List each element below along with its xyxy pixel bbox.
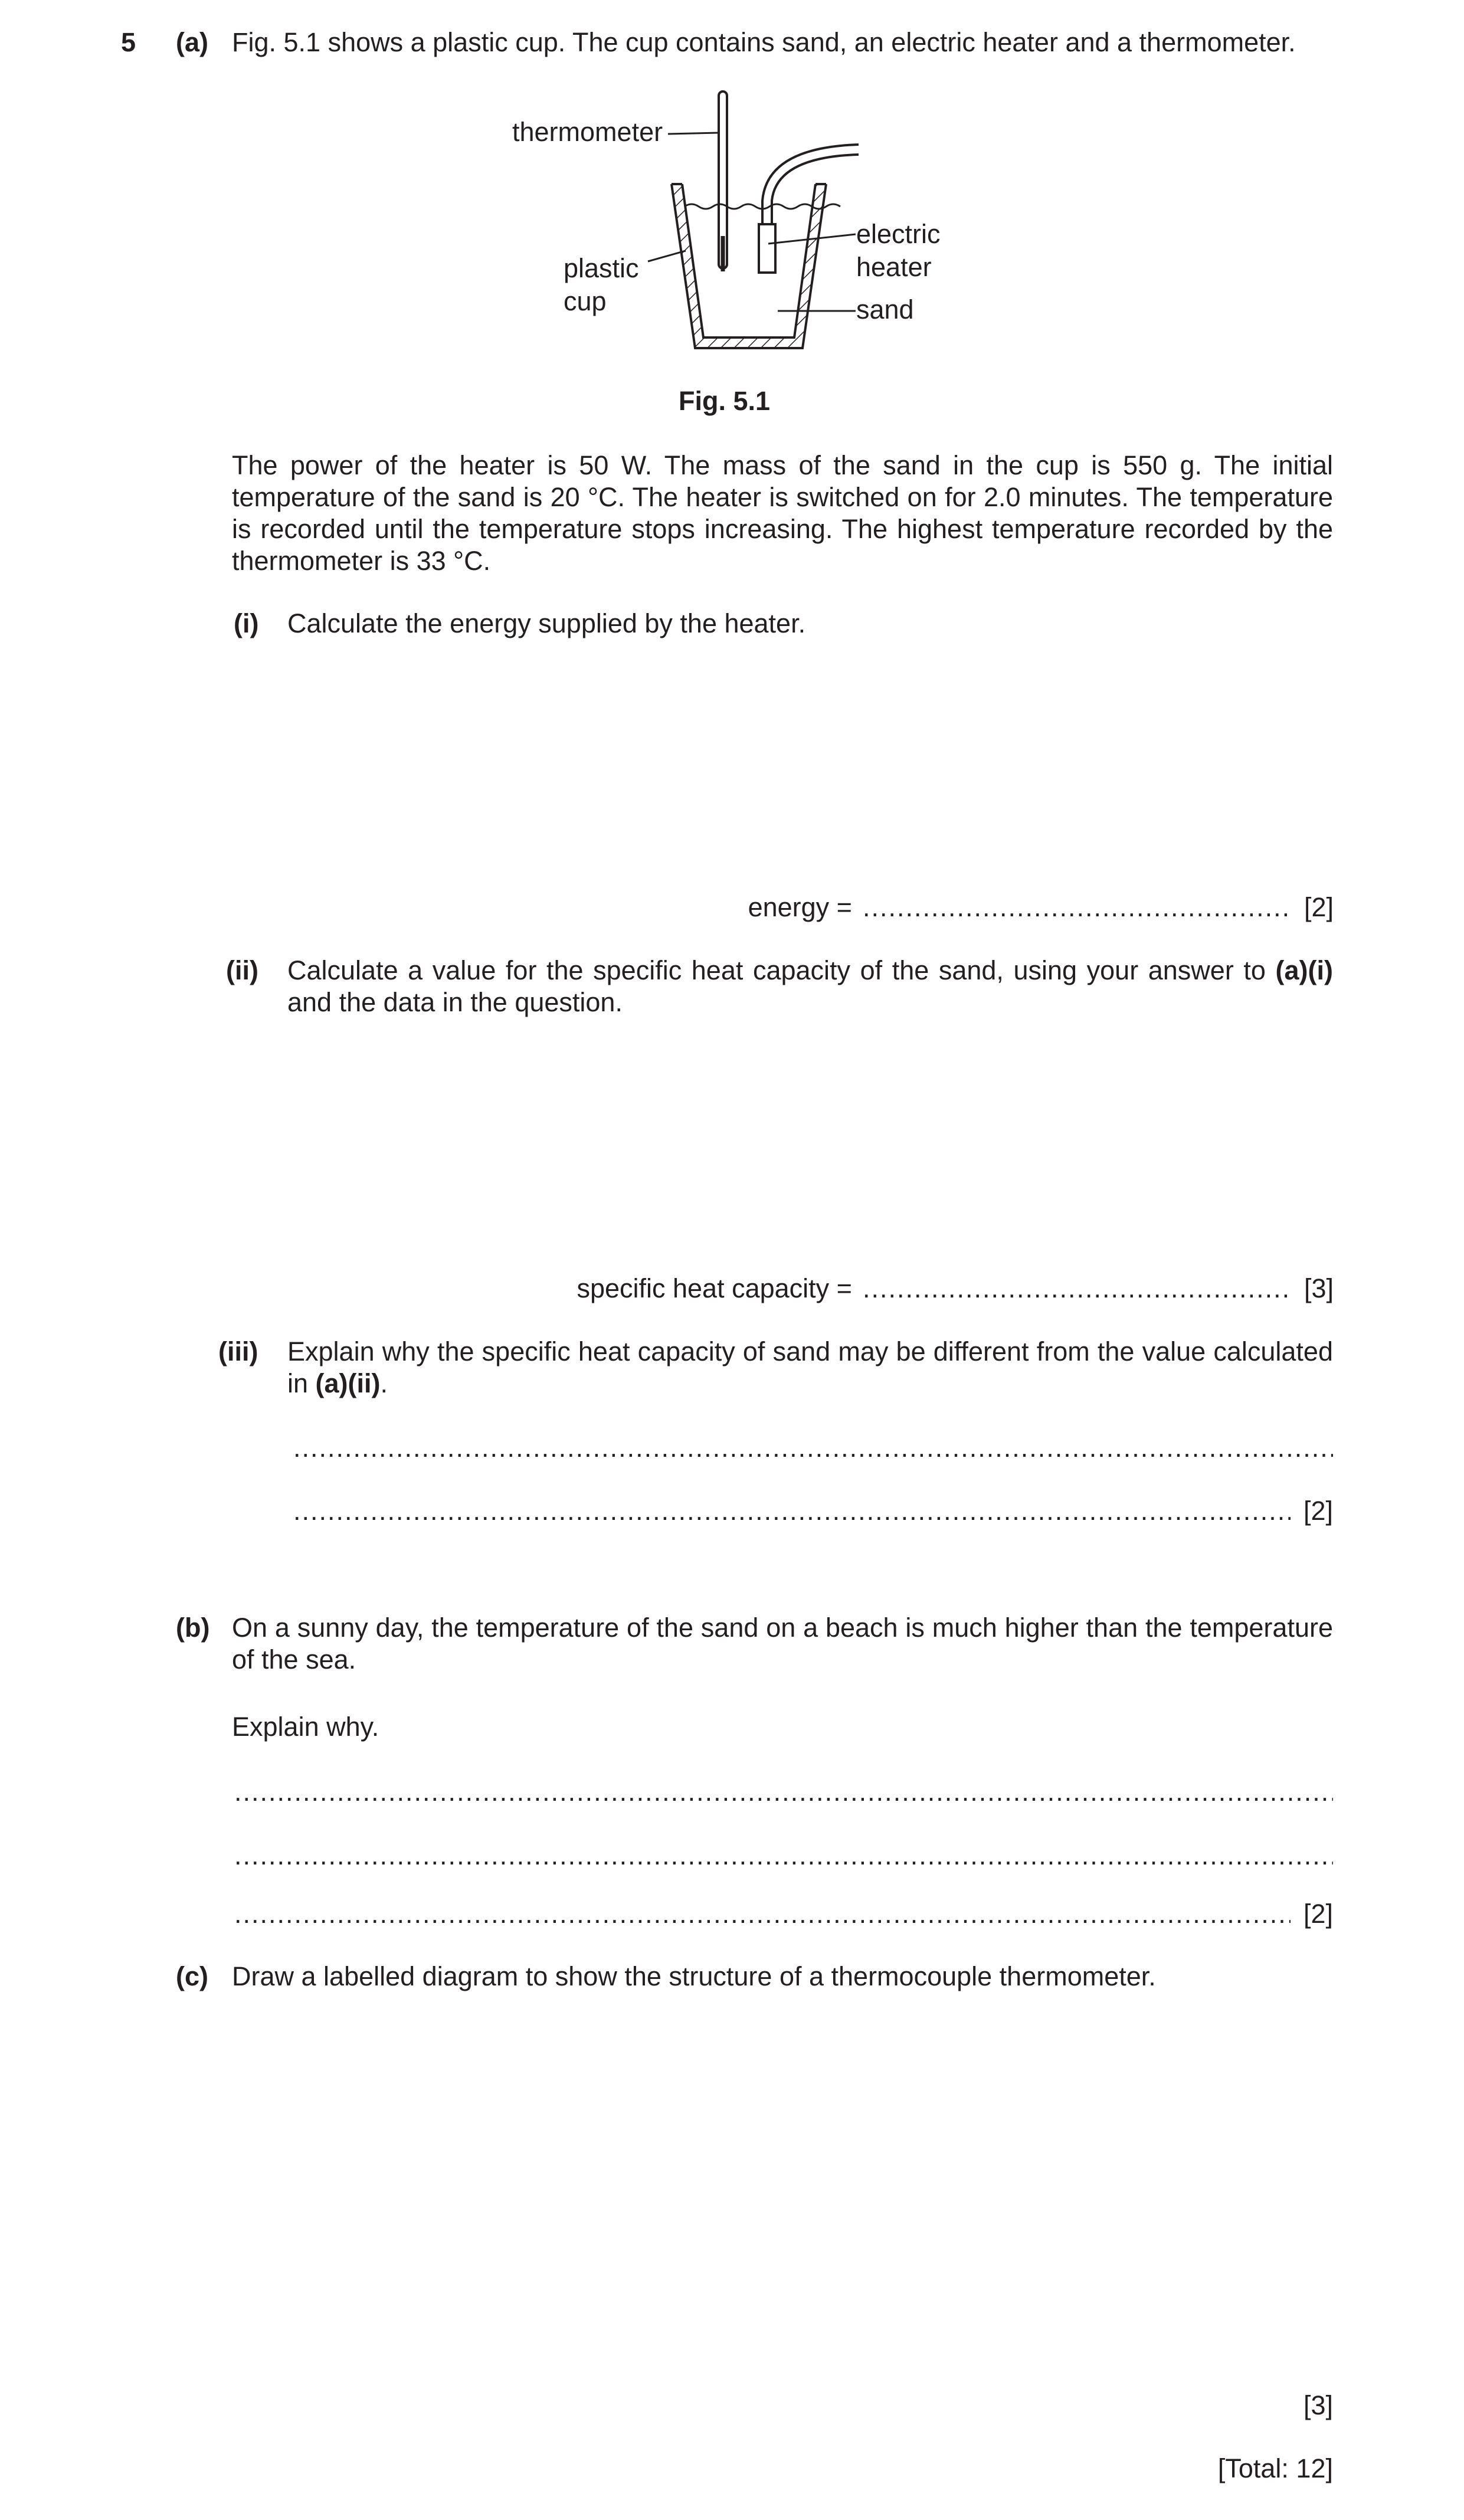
data-paragraph: The power of the heater is 50 W. The mass of the sand in the cup is 550 g. The initial temperature of the sand is 20 °C. The heater is switched on for 2.0 minutes. The temperature is recorded until the temperature stops increasing. The highest temperature recorded by the thermometer is 33 °C.	[232, 450, 1333, 576]
part-b-marks: [2]	[1303, 1899, 1333, 1929]
ref-a-ii: (a)(ii)	[315, 1368, 381, 1398]
part-b-text: On a sunny day, the temperature of the sand on a beach is much higher than the temperature of the sea.	[232, 1613, 1333, 1674]
question-number: 5	[121, 27, 136, 57]
question-total: [Total: 12]	[1217, 2453, 1333, 2483]
energy-answer-line[interactable]	[590, 892, 1334, 923]
part-a-ii-marks: [3]	[1303, 1273, 1334, 1303]
part-a-label: (a)	[176, 27, 208, 57]
cup-hatching	[672, 184, 826, 348]
part-a-i-marks: [2]	[1303, 892, 1334, 922]
energy-answer-label: energy =	[748, 892, 852, 922]
part-a-i-text: Calculate the energy supplied by the heater.	[287, 608, 806, 638]
part-b-label: (b)	[176, 1613, 210, 1643]
part-b-answer-line-2[interactable]	[234, 1840, 1333, 1872]
part-b-answer-line-3[interactable]	[234, 1898, 1291, 1930]
label-cup: cup	[564, 286, 607, 316]
part-b-instruction: Explain why.	[232, 1712, 379, 1742]
ref-a-i: (a)(i)	[1275, 955, 1333, 985]
part-c-drawing-area[interactable]	[232, 2018, 1333, 2348]
part-a-i-label: (i)	[234, 608, 259, 638]
part-a-iii-answer-line-1[interactable]	[293, 1432, 1333, 1464]
thermometer-shape	[719, 91, 727, 271]
label-sand: sand	[856, 294, 914, 325]
part-a-iii-marks: [2]	[1303, 1496, 1333, 1526]
label-thermometer: thermometer	[512, 117, 663, 147]
energy-answer-dots[interactable]	[863, 892, 1288, 923]
part-a-ii-text: Calculate a value for the specific heat capacity of the sand, using your answer to (a)(i) and the data in the question.	[287, 955, 1333, 1017]
shc-answer-dots[interactable]	[863, 1273, 1288, 1305]
part-c-label: (c)	[176, 1961, 208, 1991]
part-b-answer-line-1[interactable]	[234, 1776, 1333, 1808]
part-a-iii-text: Explain why the specific heat capacity of sand may be different from the value calculated in (a)(ii).	[287, 1336, 1333, 1398]
part-a-ii-label: (ii)	[226, 955, 258, 985]
figure-caption: Fig. 5.1	[679, 386, 771, 416]
part-c-marks: [3]	[1303, 2390, 1333, 2420]
part-c-text: Draw a labelled diagram to show the structure of a thermocouple thermometer.	[232, 1961, 1156, 1991]
label-electric: electric	[856, 219, 941, 249]
label-plastic: plastic	[564, 253, 639, 283]
figure-5-1-cup-diagram	[0, 0, 1464, 425]
part-a-iii-answer-line-2[interactable]	[293, 1495, 1291, 1527]
label-heater: heater	[856, 252, 932, 282]
part-a-intro: Fig. 5.1 shows a plastic cup. The cup contains sand, an electric heater and a thermometer.	[232, 27, 1296, 57]
shc-answer-label: specific heat capacity =	[577, 1273, 852, 1303]
part-a-iii-label: (iii)	[218, 1336, 258, 1366]
shc-answer-line[interactable]	[413, 1273, 1334, 1305]
